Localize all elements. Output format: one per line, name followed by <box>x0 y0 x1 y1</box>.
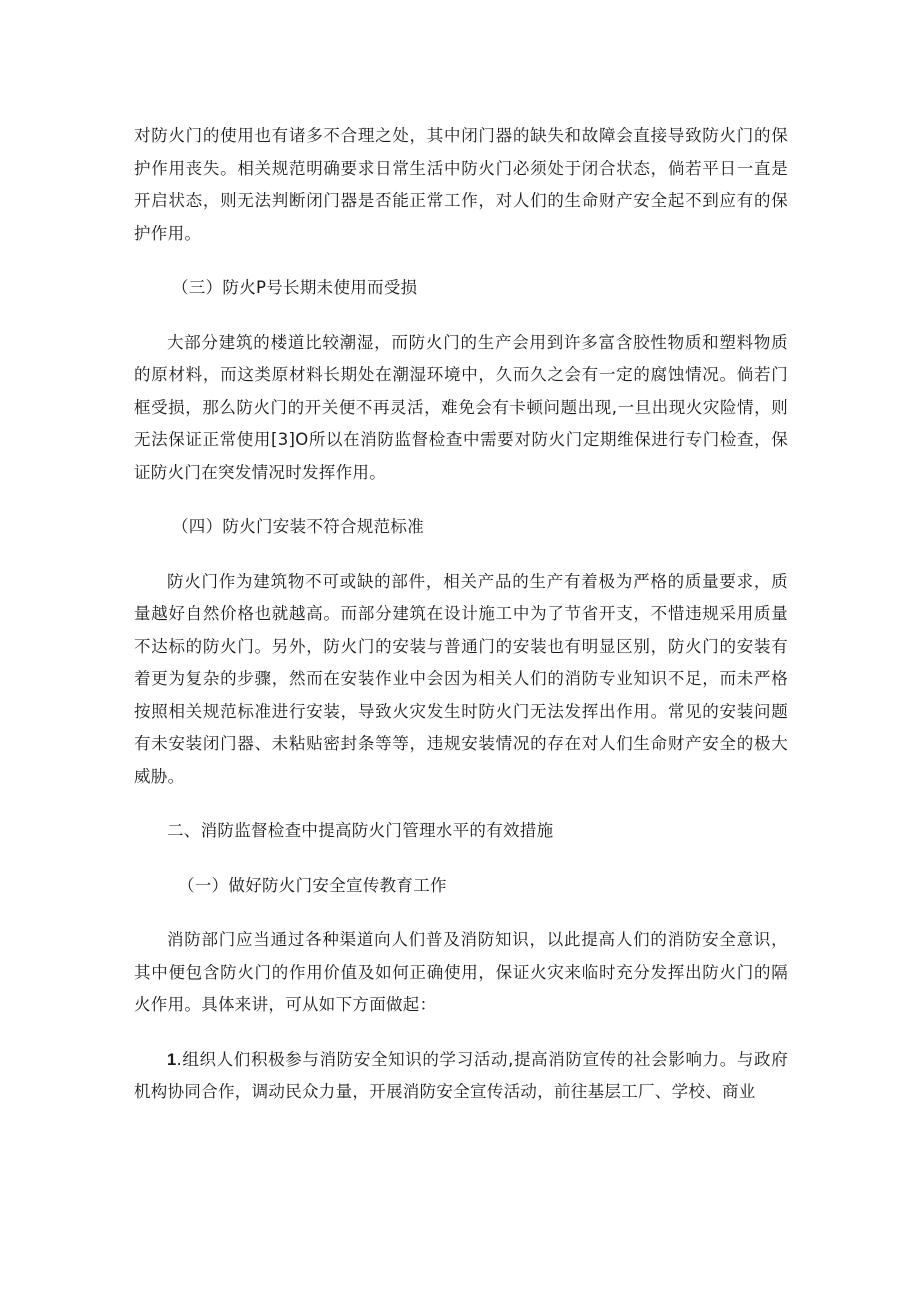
paragraph-item-1 <box>134 1044 788 1109</box>
chapter-heading-2: 二、消防监督检查中提高防火门管理水平的有效措施 <box>167 821 554 840</box>
paragraph-fire-door-misuse: 对防火门的使用也有诸多不合理之处，其中闭门器的缺失和故障会直接导致防火门的保护作用丧失。相关规范明确要求日常生活中防火门必须处于闭合状态，倘若平日一直是开启状态，则无法判断闭门器是否能正常工作，对人们的生命财产安全起不到应有的保护作用。 <box>134 126 788 243</box>
paragraph-fire-door-damage: 大部分建筑的楼道比较潮湿，而防火门的生产会用到许多富含胶性物质和塑料物质的原材料，而这类原材料长期处在潮湿环境中，久而久之会有一定的腐蚀情况。倘若门框受损，那么防火门的开关便不再灵活，难免会有卡顿问题出现,一旦出现火灾险情，则无法保证正常使用[3]O所以在消防监督检查中需要对防火门定期维保进行专门检查，保证防火门在突发情况时发挥作用。 <box>134 332 788 482</box>
list-item-text: .组织人们积极参与消防安全知识的学习活动,提高消防宣传的社会影响力。与政府机构协同合作，调动民众力量，开展消防安全宣传活动，前往基层工厂、学校、商业 <box>134 1049 788 1101</box>
section-heading-3: （三）防火P号长期未使用而受损 <box>172 278 418 297</box>
paragraph-installation-standards: 防火门作为建筑物不可或缺的部件，相关产品的生产有着极为严格的质量要求，质量越好自然价格也就越高。而部分建筑在设计施工中为了节省开支，不惜违规采用质量不达标的防火门。另外，防火门的安装与普通门的安装也有明显区别，防火门的安装有着更为复杂的步骤，然而在安装作业中会因为相关人们的消防专业知识不足，而未严格按照相关规范标准进行安装，导致火灾发生时防火门无法发挥出作用。常见的安装问题有未安装闭门器、未粘贴密封条等等，违规安装情况的存在对人们生命财产安全的极大威胁。 <box>134 571 788 786</box>
document-body <box>134 120 788 1131</box>
list-number: 1 <box>167 1050 177 1069</box>
paragraph-publicity-education: 消防部门应当通过各种渠道向人们普及消防知识，以此提高人们的消防安全意识，其中便包含防火门的作用价值及如何正确使用，保证火灾来临时充分发挥出防火门的隔火作用。具体来讲，可从如下方面做起： <box>134 930 788 1014</box>
section-heading-4: （四）防火门安装不符合规范标准 <box>172 517 424 536</box>
section-heading-1: （一）做好防火门安全宣传教育工作 <box>178 875 447 895</box>
